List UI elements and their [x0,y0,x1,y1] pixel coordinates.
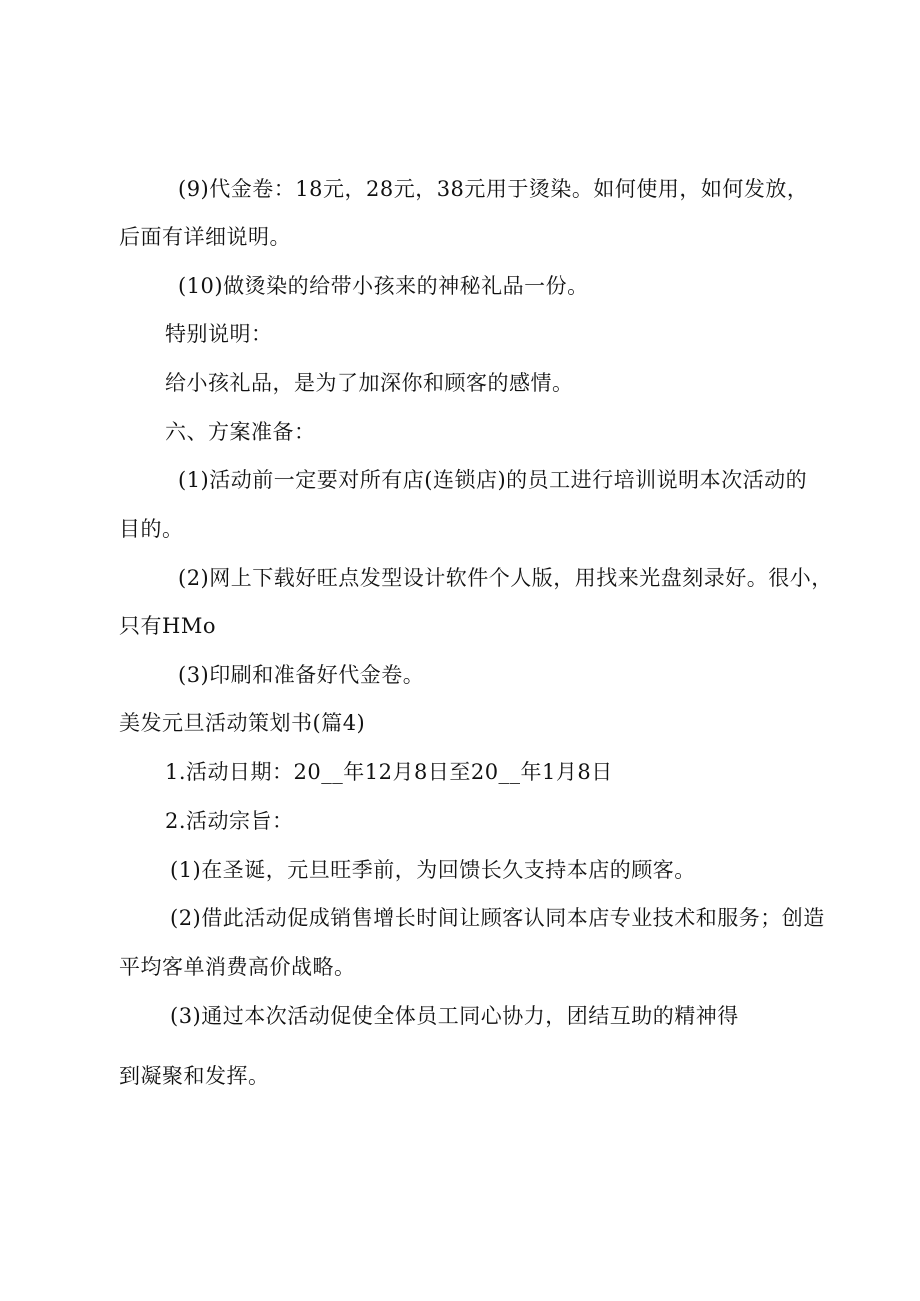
paragraph-item-10: (10)做烫染的给带小孩来的神秘礼品一份。 [178,274,589,298]
activity-date-line: 1.活动日期：20__年12月8日至20__年1月8日 [165,760,613,784]
purpose-item-2-line2: 平均客单消费高价战略。 [119,955,356,979]
activity-purpose-heading: 2.活动宗旨： [165,809,294,833]
section-heading-plan-prep: 六、方案准备： [165,420,316,444]
paragraph-item-9-line2: 后面有详细说明。 [119,225,291,249]
plan-item-2-line2: 只有HMo [119,614,216,638]
purpose-item-3-line1: (3)通过本次活动促使全体员工同心协力，团结互助的精神得 [170,1004,739,1028]
plan-item-2-line1: (2)网上下载好旺点发型设计软件个人版，用找来光盘刻录好。很小， [178,566,833,590]
purpose-item-2-line1: (2)借此活动促成销售增长时间让顾客认同本店专业技术和服务；创造 [170,906,825,930]
special-note-text: 给小孩礼品，是为了加深你和顾客的感情。 [165,371,574,395]
section-title-part4: 美发元旦活动策划书(篇4) [119,711,366,735]
special-note-heading: 特别说明： [165,322,273,346]
paragraph-item-9-line1: (9)代金卷：18元，28元，38元用于烫染。如何使用，如何发放， [178,177,809,201]
plan-item-3: (3)印刷和准备好代金卷。 [178,663,425,687]
purpose-item-3-line2: 到凝聚和发挥。 [119,1064,270,1088]
purpose-item-1: (1)在圣诞，元旦旺季前，为回馈长久支持本店的顾客。 [170,858,696,882]
plan-item-1-line1: (1)活动前一定要对所有店(连锁店)的员工进行培训说明本次活动的 [178,468,808,492]
plan-item-1-line2: 目的。 [119,517,184,541]
